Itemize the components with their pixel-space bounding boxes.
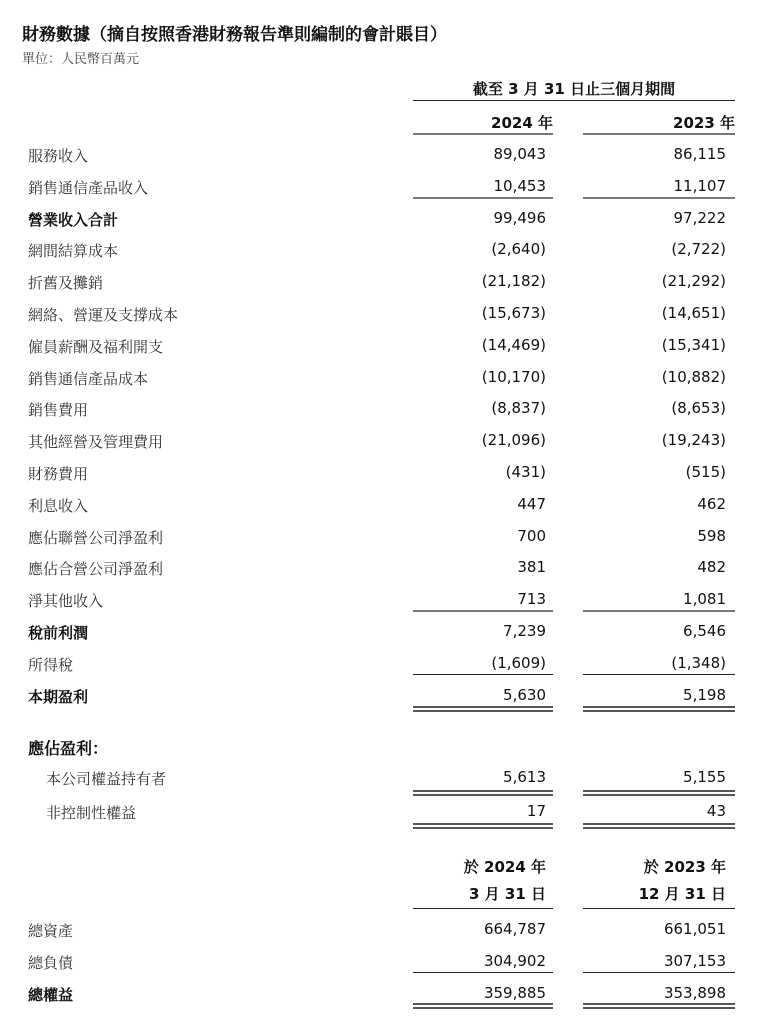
value-2023: (19,243) <box>661 431 726 450</box>
value-2024: 700 <box>517 526 546 545</box>
value-2023: (10,882) <box>661 367 726 386</box>
value-2023: 598 <box>697 526 726 545</box>
unit-note: 單位：人民幣百萬元 <box>22 52 140 67</box>
value-2023: 5,198 <box>683 685 726 704</box>
row-label: 營業收入合計 <box>28 210 119 229</box>
value-2024: 664,787 <box>483 920 546 938</box>
subtotal-line <box>413 610 553 612</box>
value-2024: 304,902 <box>483 952 546 970</box>
subtotal-line <box>583 674 735 675</box>
subtotal-line <box>413 674 553 675</box>
balance-header-2024-date: 3 月 31 日 <box>469 885 546 903</box>
row-label: 總資產 <box>28 922 74 940</box>
value-2024: 381 <box>517 558 546 577</box>
value-2024: (8,837) <box>491 399 546 418</box>
row-label: 財務費用 <box>28 465 89 483</box>
column-header-2024: 2024 年 <box>491 114 553 132</box>
row-label: 僱員薪酬及福利開支 <box>28 337 164 356</box>
table-row <box>0 139 758 171</box>
value-2024: 5,613 <box>503 768 546 786</box>
subtotal-line <box>583 197 735 199</box>
total-double-line <box>583 823 735 829</box>
value-2023: (14,651) <box>661 304 726 322</box>
value-2024: (431) <box>505 463 546 481</box>
header-underline-2023 <box>583 133 735 135</box>
table-row <box>0 914 758 946</box>
value-2023: (1,348) <box>671 653 726 672</box>
table-row <box>0 616 758 648</box>
header-underline <box>413 908 553 909</box>
value-2024: 7,239 <box>503 622 546 640</box>
value-2024: 89,043 <box>493 145 546 163</box>
total-double-line <box>413 790 553 796</box>
value-2023: 97,222 <box>673 208 726 227</box>
total-double-line <box>413 823 553 829</box>
value-2024: 17 <box>526 802 546 820</box>
total-double-line <box>583 706 735 712</box>
value-2023: 307,153 <box>663 952 726 970</box>
value-2023: (2,722) <box>671 240 726 259</box>
table-row <box>0 946 758 978</box>
header-underline-2024 <box>413 133 553 135</box>
value-2024: 359,885 <box>483 984 546 1002</box>
subtotal-line <box>583 972 735 973</box>
balance-header-2023-date: 12 月 31 日 <box>638 885 726 903</box>
value-2023: 5,155 <box>683 768 726 786</box>
value-2024: 5,630 <box>503 685 546 704</box>
row-label: 利息收入 <box>28 496 89 515</box>
balance-header-2023-year: 於 2023 年 <box>643 858 726 876</box>
value-2023: (8,653) <box>671 399 726 418</box>
row-label: 銷售通信產品成本 <box>28 369 149 388</box>
table-row <box>0 552 758 584</box>
value-2023: 43 <box>706 802 726 820</box>
table-row <box>0 489 758 521</box>
value-2024: (2,640) <box>491 240 546 259</box>
value-2024: (15,673) <box>481 304 546 322</box>
value-2023: (15,341) <box>661 335 726 354</box>
subtotal-line <box>583 610 735 612</box>
total-double-line <box>413 706 553 712</box>
row-label: 其他經營及管理費用 <box>28 433 164 452</box>
value-2024: (10,170) <box>481 367 546 386</box>
page-title: 財務數據（摘自按照香港財務報告準則編制的會計賬目） <box>22 25 447 45</box>
value-2023: 11,107 <box>673 176 726 195</box>
row-label: 網絡、營運及支撐成本 <box>28 306 179 324</box>
subtotal-line <box>413 972 553 973</box>
value-2024: 447 <box>517 494 546 513</box>
table-row <box>0 457 758 489</box>
total-double-line <box>583 790 735 796</box>
value-2023: 353,898 <box>663 984 726 1002</box>
value-2024: (21,096) <box>481 431 546 450</box>
row-label: 應佔合營公司淨盈利 <box>28 560 164 579</box>
value-2024: (21,182) <box>481 272 546 291</box>
table-row <box>0 330 758 362</box>
value-2023: 482 <box>697 558 726 577</box>
row-label: 服務收入 <box>28 147 89 165</box>
row-label: 總負債 <box>28 954 74 972</box>
header-underline <box>583 908 735 909</box>
value-2023: (515) <box>685 463 726 481</box>
balance-header-2024-year: 於 2024 年 <box>463 858 546 876</box>
value-2023: 1,081 <box>683 590 726 609</box>
row-label: 總權益 <box>28 986 74 1004</box>
table-row <box>0 203 758 235</box>
table-row <box>0 425 758 457</box>
row-label: 淨其他收入 <box>28 592 104 611</box>
subtotal-line <box>413 197 553 199</box>
total-double-line <box>413 1003 553 1009</box>
row-label: 應佔聯營公司淨盈利 <box>28 528 164 547</box>
period-header: 截至 3 月 31 日止三個月期間 <box>413 78 735 101</box>
value-2023: 661,051 <box>663 920 726 938</box>
value-2024: 99,496 <box>493 208 546 227</box>
total-double-line <box>583 1003 735 1009</box>
value-2023: 462 <box>697 494 726 513</box>
table-row <box>0 266 758 298</box>
value-2024: 713 <box>517 590 546 609</box>
table-row <box>0 298 758 330</box>
row-label: 銷售費用 <box>28 401 89 420</box>
table-row <box>0 393 758 425</box>
row-label: 稅前利潤 <box>28 624 89 642</box>
value-2024: (1,609) <box>491 653 546 672</box>
column-header-2023: 2023 年 <box>673 114 735 132</box>
row-label: 本期盈利 <box>28 687 89 706</box>
row-label: 網間結算成本 <box>28 242 119 261</box>
value-2024: 10,453 <box>493 176 546 195</box>
attributable-section-title: 應佔盈利： <box>28 739 109 758</box>
row-label: 折舊及攤銷 <box>28 274 104 293</box>
row-label: 所得稅 <box>28 655 74 674</box>
table-row <box>0 521 758 553</box>
value-2023: (21,292) <box>661 272 726 291</box>
row-label: 非控制性權益 <box>46 804 137 822</box>
row-label: 銷售通信產品收入 <box>28 178 149 197</box>
table-row <box>0 234 758 266</box>
table-row <box>0 362 758 394</box>
value-2023: 6,546 <box>683 622 726 640</box>
value-2023: 86,115 <box>673 145 726 163</box>
row-label: 本公司權益持有者 <box>46 770 167 788</box>
value-2024: (14,469) <box>481 335 546 354</box>
